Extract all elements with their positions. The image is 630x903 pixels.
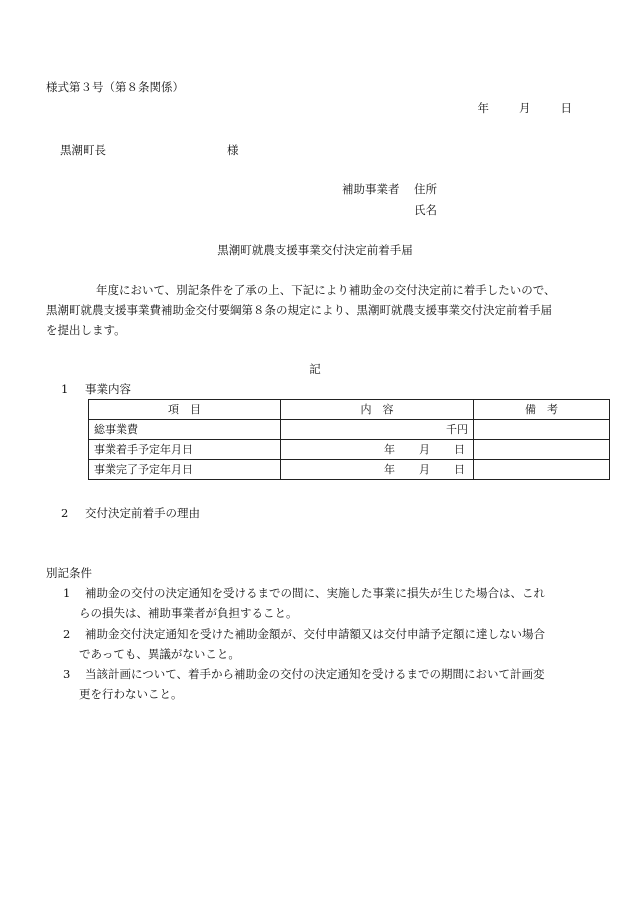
recipient — [60, 143, 239, 157]
row-note — [474, 440, 610, 460]
condition-number: 1 — [63, 586, 71, 600]
recipient-name: 黒潮町長 — [60, 143, 106, 157]
condition-item — [63, 664, 583, 704]
section-1-title: 事業内容 — [85, 382, 131, 396]
condition-line-1: 補助金交付決定通知を受けた補助金額が、交付申請額又は交付申請予定額に達しない場合 — [85, 627, 545, 641]
date-month: 月 — [519, 101, 531, 115]
row-content — [281, 440, 474, 460]
date-day: 日 — [560, 101, 572, 115]
row-content: 千円 — [281, 420, 474, 440]
ki-heading: 記 — [309, 362, 321, 376]
condition-item — [63, 583, 583, 623]
row-date-month: 月 — [419, 442, 430, 456]
row-note — [474, 460, 610, 480]
section-2-number: 2 — [61, 506, 69, 520]
header-note: 備 考 — [474, 400, 610, 420]
recipient-honorific: 様 — [227, 143, 239, 157]
condition-line-2: であっても、異議がないこと。 — [79, 647, 240, 661]
condition-number: 3 — [63, 667, 71, 681]
condition-item — [63, 624, 583, 664]
name-label: 氏名 — [414, 203, 437, 217]
header-content: 内 容 — [281, 400, 474, 420]
row-note — [474, 420, 610, 440]
section-2-title: 交付決定前着手の理由 — [85, 506, 200, 520]
applicant-label: 補助事業者 — [342, 182, 400, 196]
document-title: 黒潮町就農支援事業交付決定前着手届 — [217, 243, 413, 257]
table-row — [89, 420, 610, 440]
header-item: 項 目 — [89, 400, 281, 420]
row-item: 事業完了予定年月日 — [89, 460, 281, 480]
row-item: 総事業費 — [89, 420, 281, 440]
condition-line-2: らの損失は、補助事業者が負担すること。 — [79, 606, 298, 620]
body-text — [46, 280, 586, 340]
condition-line-1: 当該計画について、着手から補助金の交付の決定通知を受けるまでの期間において計画変 — [85, 667, 545, 681]
row-date-day: 日 — [454, 442, 465, 456]
body-line-2: 黒潮町就農支援事業費補助金交付要綱第８条の規定により、黒潮町就農支援事業交付決定前着手届 — [46, 303, 552, 317]
table-header-row — [89, 400, 610, 420]
row-content — [281, 460, 474, 480]
date-line — [478, 101, 573, 115]
row-item: 事業着手予定年月日 — [89, 440, 281, 460]
row-date-year: 年 — [384, 442, 395, 456]
table-row — [89, 440, 610, 460]
body-line-1: 年度において、別記条件を了承の上、下記により補助金の交付決定前に着手したいので、 — [96, 283, 556, 297]
condition-line-1: 補助金の交付の決定通知を受けるまでの間に、実施した事業に損失が生じた場合は、これ — [85, 586, 545, 600]
date-year: 年 — [477, 101, 489, 115]
section-1-number: 1 — [61, 382, 69, 396]
body-line-3: を提出します。 — [46, 323, 126, 337]
form-number: 様式第３号（第８条関係） — [46, 80, 184, 94]
row-date-month: 月 — [419, 462, 430, 476]
conditions-heading: 別記条件 — [46, 566, 92, 580]
condition-line-2: 更を行わないこと。 — [79, 687, 183, 701]
business-table — [88, 399, 610, 480]
table-row — [89, 460, 610, 480]
address-label: 住所 — [414, 182, 437, 196]
row-date-day: 日 — [454, 462, 465, 476]
condition-number: 2 — [63, 627, 71, 641]
row-date-year: 年 — [384, 462, 395, 476]
